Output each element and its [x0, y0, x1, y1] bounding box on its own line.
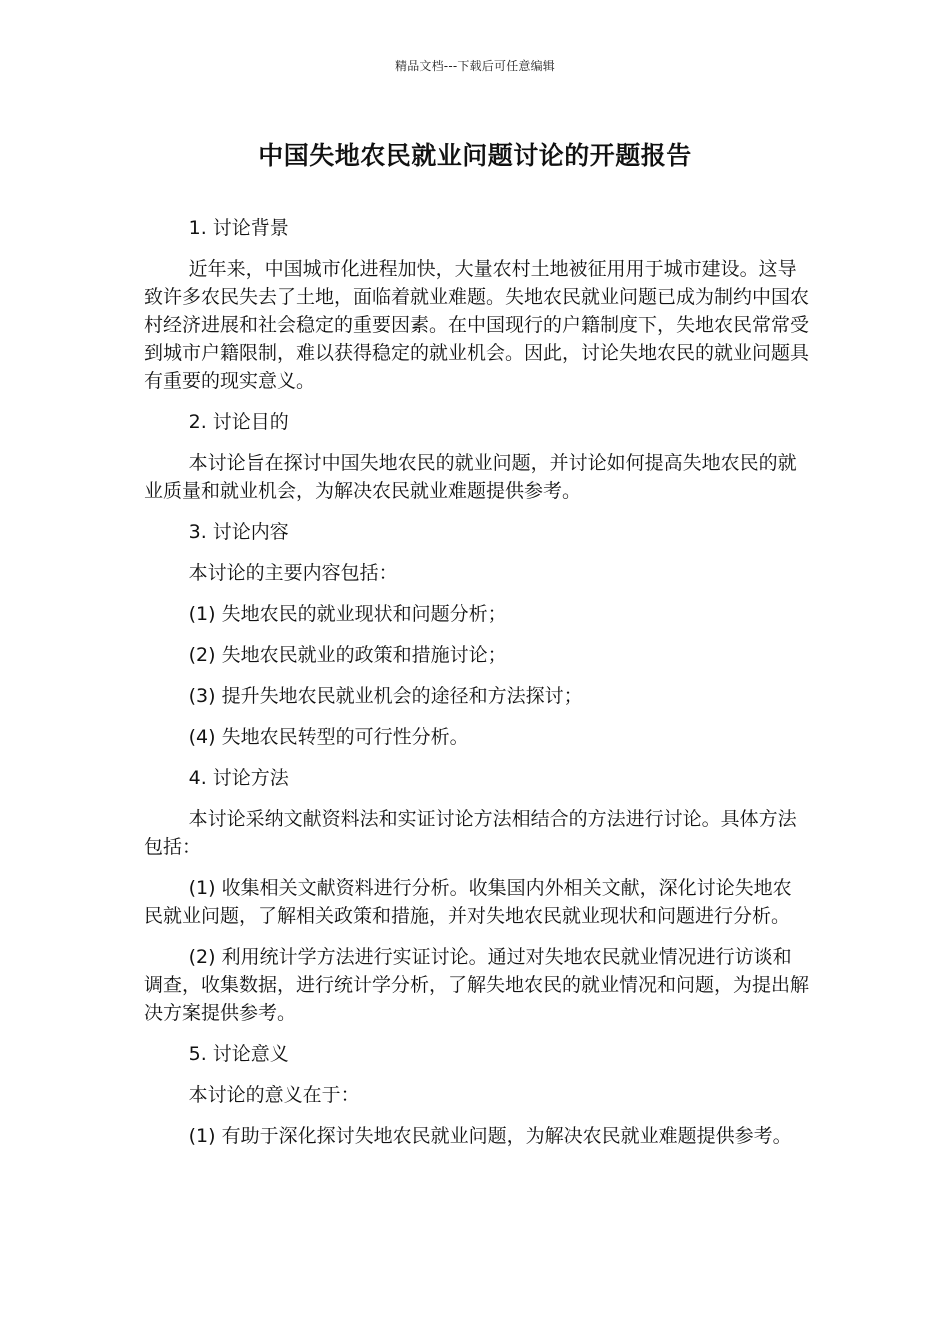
section-heading-method: 4. 讨论方法: [188, 767, 289, 789]
list-item-content-3: (3) 提升失地农民就业机会的途径和方法探讨；: [188, 685, 583, 707]
list-item-content-2: (2) 失地农民就业的政策和措施讨论；: [188, 644, 507, 666]
section-heading-significance: 5. 讨论意义: [188, 1043, 289, 1065]
section-heading-content: 3. 讨论内容: [188, 521, 289, 543]
document-title: 中国失地农民就业问题讨论的开题报告: [258, 141, 692, 170]
header-note: 精品文档---下载后可任意编辑: [395, 59, 555, 73]
list-item-method-1: (1) 收集相关文献资料进行分析。收集国内外相关文献，深化讨论失地农民就业问题，了解相关政策和措施，并对失地农民就业现状和问题进行分析。: [144, 877, 792, 927]
paragraph-background: 近年来，中国城市化进程加快，大量农村土地被征用用于城市建设。这导致许多农民失去了土地，面临着就业难题。失地农民就业问题已成为制约中国农村经济进展和社会稳定的重要因素。在中国现行的户籍制度下，失地农民常常受到城市户籍限制，难以获得稳定的就业机会。因此，讨论失地农民的就业问题具有重要的现实意义。: [144, 258, 810, 392]
paragraph-content-intro: 本讨论的主要内容包括：: [188, 562, 398, 584]
list-item-content-1: (1) 失地农民的就业现状和问题分析；: [188, 603, 507, 625]
document-body: [144, 214, 810, 1163]
paragraph-significance-intro: 本讨论的意义在于：: [188, 1084, 360, 1106]
paragraph-purpose: 本讨论旨在探讨中国失地农民的就业问题，并讨论如何提高失地农民的就业质量和就业机会，为解决农民就业难题提供参考。: [144, 452, 797, 502]
list-item-method-2: (2) 利用统计学方法进行实证讨论。通过对失地农民就业情况进行访谈和调查，收集数据，进行统计学分析，了解失地农民的就业情况和问题，为提出解决方案提供参考。: [144, 946, 810, 1024]
list-item-significance-1: (1) 有助于深化探讨失地农民就业问题，为解决农民就业难题提供参考。: [188, 1125, 792, 1147]
section-heading-purpose: 2. 讨论目的: [188, 411, 289, 433]
paragraph-method-intro: 本讨论采纳文献资料法和实证讨论方法相结合的方法进行讨论。具体方法包括：: [144, 808, 797, 858]
list-item-content-4: (4) 失地农民转型的可行性分析。: [188, 726, 469, 748]
section-heading-background: 1. 讨论背景: [188, 217, 289, 239]
